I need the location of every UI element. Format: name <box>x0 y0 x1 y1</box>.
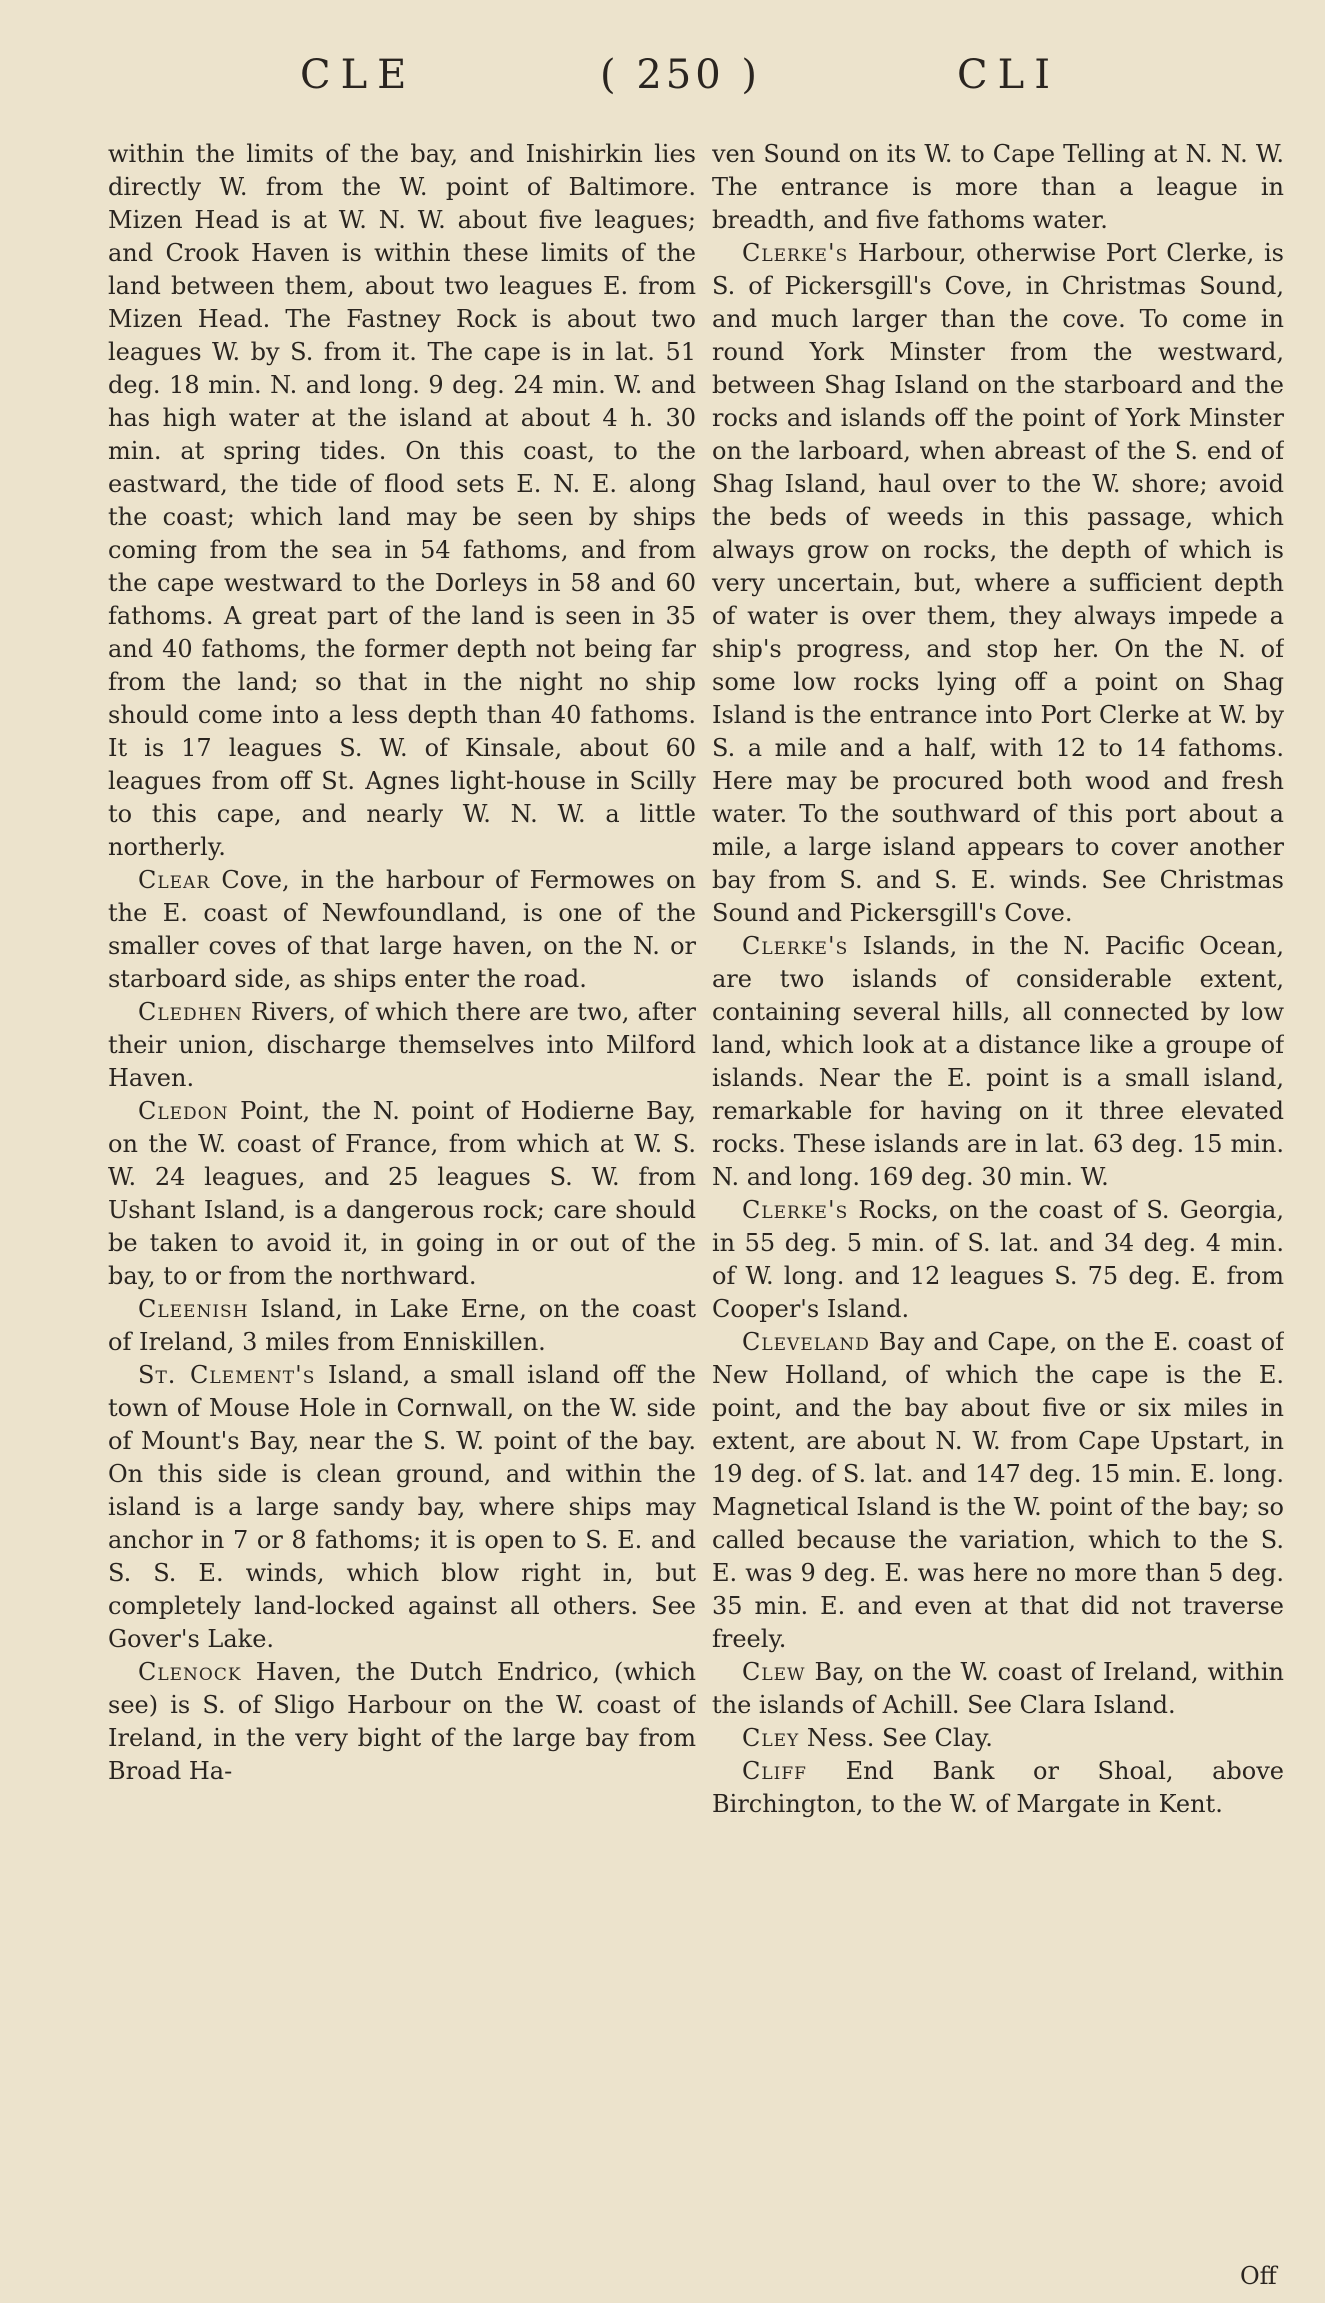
entry <box>712 237 1284 930</box>
page-number: ( 250 ) <box>600 52 761 98</box>
entry-head: Cley <box>742 1724 800 1752</box>
entry <box>712 1326 1284 1656</box>
entry-text: within the limits of the bay, and Inishirkin lies directly W. from the W. point of Baltimore. Mizen Head is at W. N. W. about five leagues; and Crook Haven is within these limits of the land between them, about two leagues E. from Mizen Head. The Fastney Rock is about two leagues W. by S. from it. The cape is in lat. 51 deg. 18 min. N. and long. 9 deg. 24 min. W. and has high water at the island at about 4 h. 30 min. at spring tides. On this coast, to the eastward, the tide of flood sets E. N. E. along the coast; which land may be seen by ships coming from the sea in 54 fathoms, and from the cape westward to the Dorleys in 58 and 60 fathoms. A great part of the land is seen in 35 and 40 fathoms, the former depth not being far from the land; so that in the night no ship should come into a less depth than 40 fathoms. It is 17 leagues S. W. of Kinsale, about 60 leagues from off St. Agnes light-house in Scilly to this cape, and nearly W. N. W. a little northerly. <box>108 140 696 861</box>
entry-head: Cledhen <box>138 998 243 1026</box>
entry <box>108 864 696 996</box>
entry-text: Island, a small island off the town of Mouse Hole in Cornwall, on the W. side of Mount's Bay, near the S. W. point of the bay. On this side is clean ground, and within the island is a large sandy bay, where ships may anchor in 7 or 8 fathoms; it is open to S. E. and S. S. E. winds, which blow right in, but completely land-locked against all others. See Gover's Lake. <box>108 1361 696 1653</box>
entry <box>108 138 696 864</box>
left-column <box>108 138 696 2268</box>
entry-text: Haven, the Dutch Endrico, (which see) is S. of Sligo Harbour on the W. coast of Ireland, in the very bight of the large bay from Broad Ha- <box>108 1658 696 1785</box>
entry-text: Bay and Cape, on the E. coast of New Holland, of which the cape is the E. point, and the bay about five or six miles in extent, are about N. W. from Cape Upstart, in 19 deg. of S. lat. and 147 deg. 15 min. E. long. Magnetical Island is the W. point of the bay; so called because the variation, which to the S. E. was 9 deg. E. was here no more than 5 deg. 35 min. E. and even at that did not traverse freely. <box>712 1328 1284 1653</box>
entry-text: Point, the N. point of Hodierne Bay, on the W. coast of France, from which at W. S. W. 24 leagues, and 25 leagues S. W. from Ushant Island, is a dangerous rock; care should be taken to avoid it, in going in or out of the bay, to or from the northward. <box>108 1097 696 1290</box>
entry <box>712 930 1284 1194</box>
entry-head: Clear <box>138 866 211 894</box>
entry-text: Ness. See Clay. <box>799 1724 993 1752</box>
entry-head: Clew <box>742 1658 806 1686</box>
catchword: Off <box>1240 2262 1277 2290</box>
entry-text: ven Sound on its W. to Cape Telling at N. N. W. The entrance is more than a league in breadth, and five fathoms water. <box>712 140 1284 234</box>
entry <box>108 1359 696 1656</box>
entry-head: Clerke's <box>742 932 849 960</box>
entry-head: Clerke's <box>742 1196 849 1224</box>
entry-head: Clerke's <box>742 239 849 267</box>
entry <box>108 1095 696 1293</box>
entry-head: Cledon <box>138 1097 229 1125</box>
entry-text: Islands, in the N. Pacific Ocean, are two islands of considerable extent, containing several hills, all connected by low land, which look at a distance like a groupe of islands. Near the E. point is a small island, remarkable for having on it three elevated rocks. These islands are in lat. 63 deg. 15 min. N. and long. 169 deg. 30 min. W. <box>712 932 1284 1191</box>
entry <box>108 1293 696 1359</box>
entry-text: Bay, on the W. coast of Ireland, within the islands of Achill. See Clara Island. <box>712 1658 1284 1719</box>
entry <box>108 1656 696 1788</box>
entry-head: Clenock <box>138 1658 242 1686</box>
right-column <box>712 138 1284 2268</box>
entry <box>712 1656 1284 1722</box>
entry-head: St. Clement's <box>138 1361 316 1389</box>
entry-text: Harbour, otherwise Port Clerke, is S. of Pickersgill's Cove, in Christmas Sound, and much larger than the cove. To come in round York Minster from the westward, between Shag Island on the starboard and the rocks and islands off the point of York Minster on the larboard, when abreast of the S. end of Shag Island, haul over to the W. shore; avoid the beds of weeds in this passage, which always grow on rocks, the depth of which is very uncertain, but, where a sufficient depth of water is over them, they always impede a ship's progress, and stop her. On the N. of some low rocks lying off a point on Shag Island is the entrance into Port Clerke at W. by S. a mile and a half, with 12 to 14 fathoms. Here may be procured both wood and fresh water. To the southward of this port about a mile, a large island appears to cover another bay from S. and S. E. winds. See Christmas Sound and Pickersgill's Cove. <box>712 239 1284 927</box>
entry <box>712 1194 1284 1326</box>
header-left: CLE <box>300 52 417 98</box>
entry <box>712 138 1284 237</box>
running-header <box>300 52 1060 112</box>
header-right: CLI <box>957 52 1060 98</box>
entry-text: Cove, in the harbour of Fermowes on the E. coast of Newfoundland, is one of the smaller coves of that large haven, on the N. or starboard side, as ships enter the road. <box>108 866 696 993</box>
entry-head: Cleenish <box>138 1295 249 1323</box>
entry-text: Rocks, on the coast of S. Georgia, in 55 deg. 5 min. of S. lat. and 34 deg. 4 min. of W. long. and 12 leagues S. 75 deg. E. from Cooper's Island. <box>712 1196 1284 1323</box>
entry-text: End Bank or Shoal, above Birchington, to the W. of Margate in Kent. <box>712 1757 1284 1818</box>
entry-head: Cleveland <box>742 1328 870 1356</box>
entry <box>712 1755 1284 1821</box>
entry-text: Island, in Lake Erne, on the coast of Ireland, 3 miles from Enniskillen. <box>108 1295 696 1356</box>
entry-text: Rivers, of which there are two, after their union, discharge themselves into Milford Haven. <box>108 998 696 1092</box>
entry-head: Cliff <box>742 1757 807 1785</box>
entry <box>108 996 696 1095</box>
entry <box>712 1722 1284 1755</box>
